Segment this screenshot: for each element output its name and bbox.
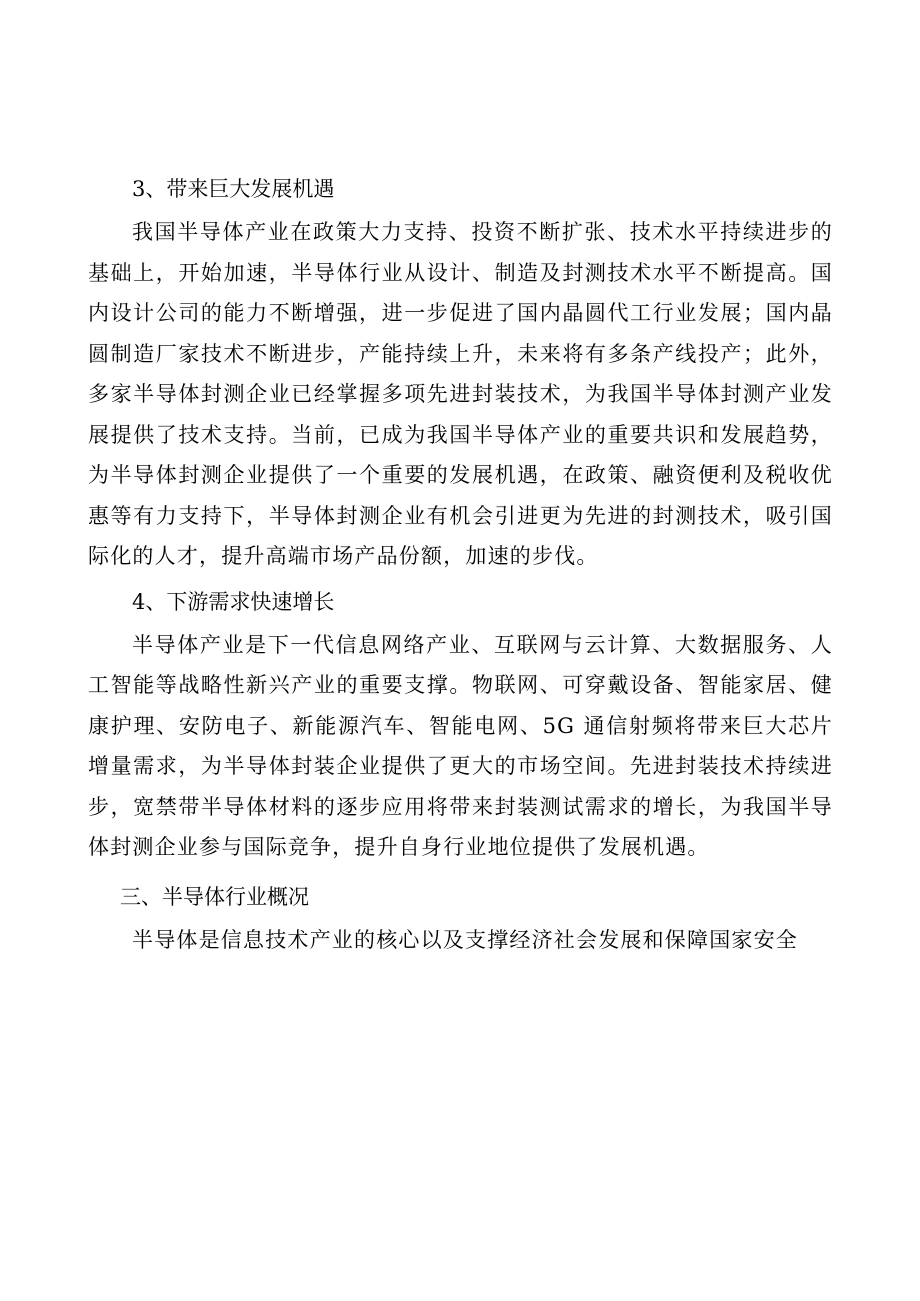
paragraph-downstream-demand: 半导体产业是下一代信息网络产业、互联网与云计算、大数据服务、人工智能等战略性新兴产业的重要支撑。物联网、可穿戴设备、智能家居、健康护理、安防电子、新能源汽车、智能电网、5G 通信射频将带来巨大芯片增量需求，为半导体封装企业提供了更大的市场空间。先进封装技术持续进步，宽禁带半导体材料的逐步应用将带来封装测试需求的增长，为我国半导体封测企业参与国际竞争，提升自身行业地位提供了发展机遇。	[88, 632, 833, 859]
subsection-heading-downstream-demand: 4、下游需求快速增长	[132, 589, 335, 614]
paragraph-industry-overview: 半导体是信息技术产业的核心以及支撑经济社会发展和保障国家安全	[132, 927, 798, 952]
section-heading-industry-overview: 三、半导体行业概况	[120, 884, 309, 909]
document-body	[88, 168, 833, 964]
subsection-heading-development-opportunity: 3、带来巨大发展机遇	[132, 177, 335, 201]
paragraph-development-opportunity: 我国半导体产业在政策大力支持、投资不断扩张、技术水平持续进步的基础上，开始加速，半导体行业从设计、制造及封测技术水平不断提高。国内设计公司的能力不断增强，进一步促进了国内晶圆代工行业发展；国内晶圆制造厂家技术不断进步，产能持续上升，未来将有多条产线投产；此外，多家半导体封测企业已经掌握多项先进封装技术，为我国半导体封测产业发展提供了技术支持。当前，已成为我国半导体产业的重要共识和发展趋势，为半导体封测企业提供了一个重要的发展机遇，在政策、融资便利及税收优惠等有力支持下，半导体封测企业有机会引进更为先进的封测技术，吸引国际化的人才，提升高端市场产品份额，加速的步伐。	[88, 220, 833, 568]
